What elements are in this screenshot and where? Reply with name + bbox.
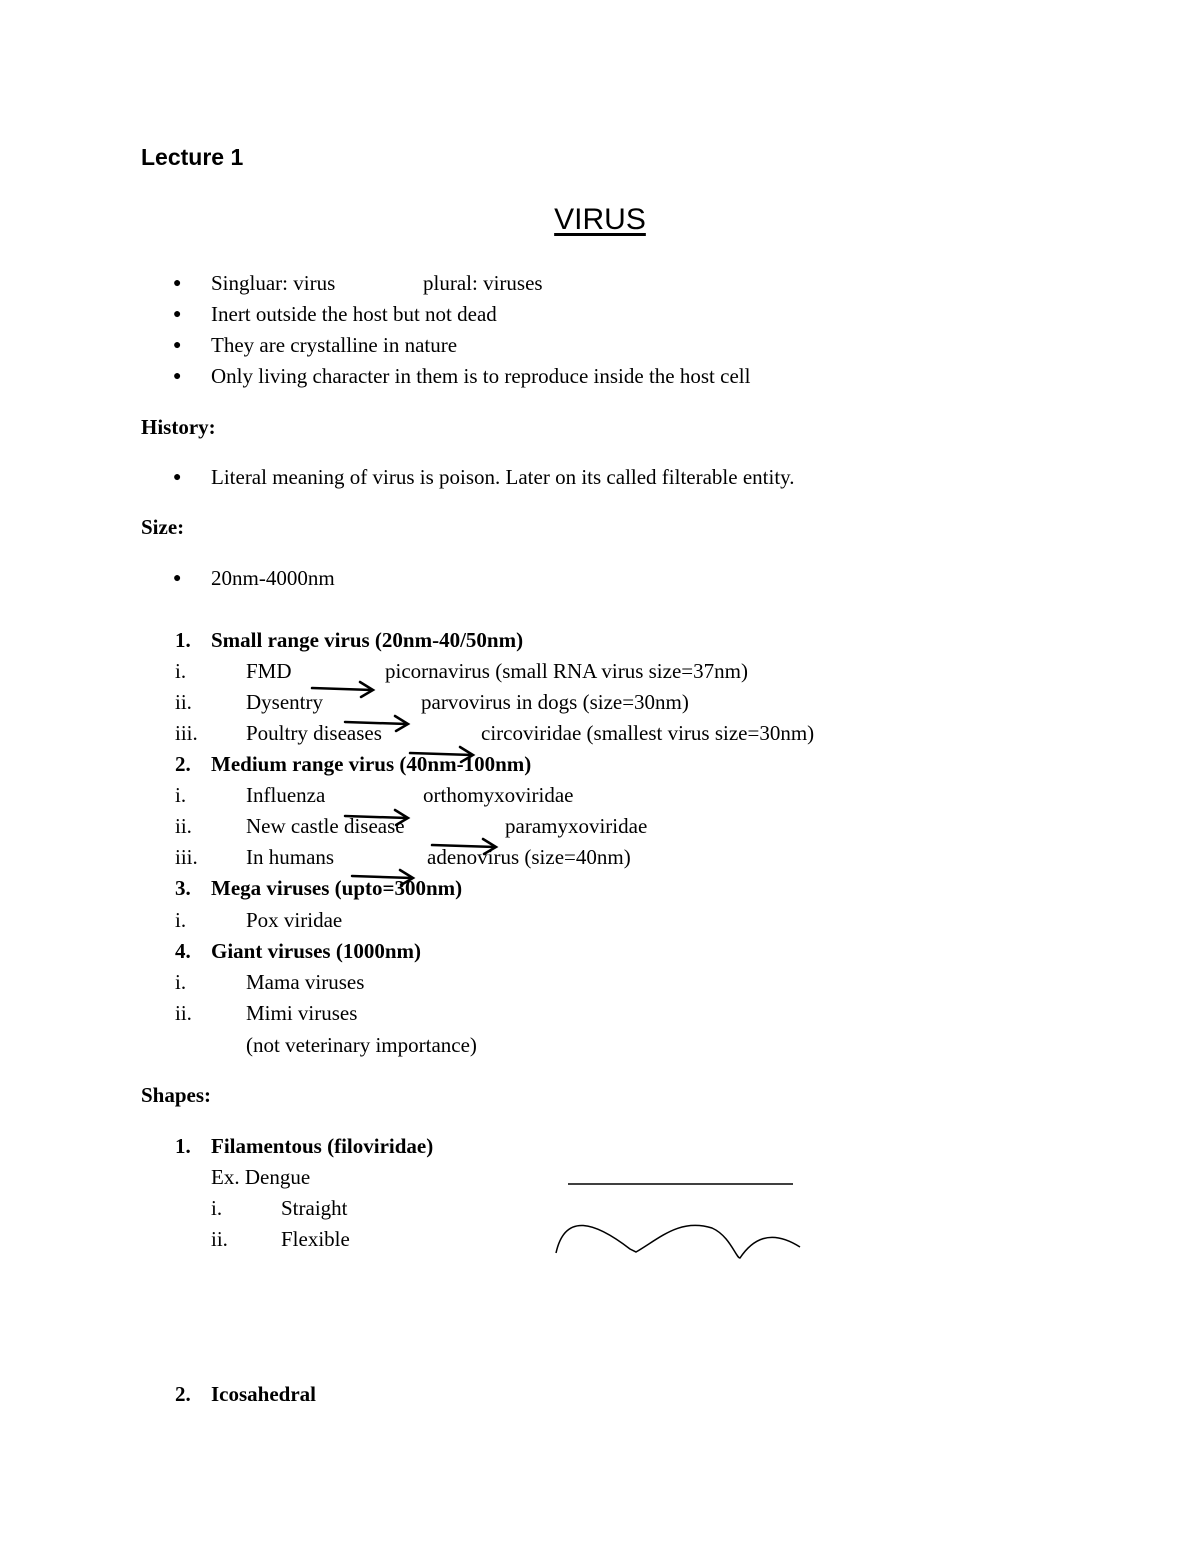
roman-numeral: i. xyxy=(211,1196,223,1220)
list-number: 2. xyxy=(175,752,191,776)
group-title: Mega viruses (upto=300nm) xyxy=(211,876,463,900)
group-note: (not veterinary importance) xyxy=(246,1033,477,1057)
roman-numeral: iii. xyxy=(175,845,198,869)
bullet-text: Singluar: virus xyxy=(211,271,336,295)
item-name: FMD xyxy=(246,659,292,683)
item-detail: parvovirus in dogs (size=30nm) xyxy=(421,690,689,714)
roman-numeral: i. xyxy=(175,659,187,683)
roman-numeral: i. xyxy=(175,908,187,932)
item-detail: adenovirus (size=40nm) xyxy=(427,845,631,869)
roman-numeral: i. xyxy=(175,783,187,807)
roman-numeral: ii. xyxy=(175,690,192,714)
bullet-icon: ● xyxy=(173,276,182,291)
item-name: Influenza xyxy=(246,783,326,807)
bullet-icon: ● xyxy=(173,470,182,485)
bullet-text: Only living character in them is to reproduce inside the host cell xyxy=(211,364,751,388)
history-bullet-text: Literal meaning of virus is poison. Later on its called filterable entity. xyxy=(211,465,795,489)
shape-example: Ex. Dengue xyxy=(211,1165,311,1189)
arrow-icon xyxy=(345,716,408,731)
history-heading: History: xyxy=(141,415,216,439)
bullet-icon: ● xyxy=(173,307,182,322)
bullet-extra-text: plural: viruses xyxy=(423,271,543,295)
shape-title: Icosahedral xyxy=(211,1382,316,1406)
arrow-icon xyxy=(432,839,496,854)
item-name: Straight xyxy=(281,1196,348,1220)
list-number: 1. xyxy=(175,628,191,652)
size-bullet-text: 20nm-4000nm xyxy=(211,566,335,590)
item-detail: picornavirus (small RNA virus size=37nm) xyxy=(385,659,748,683)
roman-numeral: i. xyxy=(175,970,187,994)
item-name: Dysentry xyxy=(246,690,323,714)
list-number: 2. xyxy=(175,1382,191,1406)
list-number: 1. xyxy=(175,1134,191,1158)
item-detail: orthomyxoviridae xyxy=(423,783,574,807)
lecture-label: Lecture 1 xyxy=(141,144,244,170)
roman-numeral: iii. xyxy=(175,721,198,745)
arrow-icon xyxy=(410,747,473,762)
item-detail: circoviridae (smallest virus size=30nm) xyxy=(481,721,815,745)
item-detail: paramyxoviridae xyxy=(505,814,648,838)
bullet-icon: ● xyxy=(173,338,182,353)
group-title: Small range virus (20nm-40/50nm) xyxy=(211,628,524,652)
item-name: In humans xyxy=(246,845,335,869)
item-name: Flexible xyxy=(281,1227,350,1251)
item-name: New castle disease xyxy=(246,814,405,838)
item-name: Pox viridae xyxy=(246,908,343,932)
arrow-icon xyxy=(352,870,413,885)
arrow-icon xyxy=(345,810,408,825)
list-number: 4. xyxy=(175,939,191,963)
bullet-icon: ● xyxy=(173,571,182,586)
flexible-filament-curve xyxy=(556,1225,800,1258)
page-title: VIRUS xyxy=(554,203,646,236)
item-name: Poultry diseases xyxy=(246,721,382,745)
bullet-icon: ● xyxy=(173,369,182,384)
roman-numeral: ii. xyxy=(211,1227,228,1251)
bullet-text: They are crystalline in nature xyxy=(211,333,458,357)
group-title: Medium range virus (40nm-100nm) xyxy=(211,752,532,776)
arrow-icon xyxy=(312,682,373,697)
list-number: 3. xyxy=(175,876,191,900)
bullet-text: Inert outside the host but not dead xyxy=(211,302,497,326)
item-name: Mimi viruses xyxy=(246,1001,358,1025)
roman-numeral: ii. xyxy=(175,814,192,838)
shapes-heading: Shapes: xyxy=(141,1083,212,1107)
group-title: Giant viruses (1000nm) xyxy=(211,939,421,963)
size-heading: Size: xyxy=(141,515,185,539)
shape-title: Filamentous (filoviridae) xyxy=(211,1134,434,1158)
roman-numeral: ii. xyxy=(175,1001,192,1025)
item-name: Mama viruses xyxy=(246,970,365,994)
